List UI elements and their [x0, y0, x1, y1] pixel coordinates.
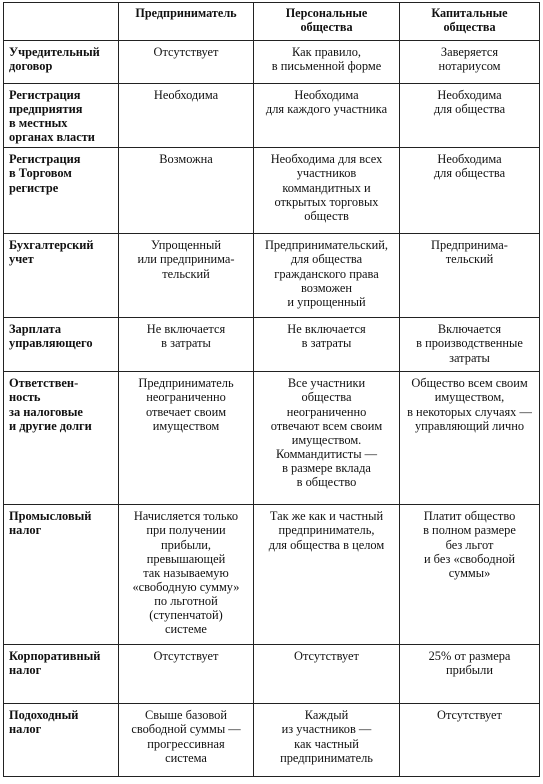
row-label: [4, 645, 119, 704]
text-line: для каждого участника: [265, 102, 388, 117]
text-line: гражданского права: [274, 266, 379, 281]
text-line: система: [165, 750, 207, 765]
cell-entrepreneur: [119, 372, 254, 505]
text-line: Промысловый: [9, 509, 92, 524]
text-line: участников: [296, 166, 357, 181]
text-line: Отсутствует: [294, 649, 359, 664]
row-label: [4, 148, 119, 234]
text-line: Капитальные: [431, 6, 508, 20]
text-line: (ступенчатой): [149, 608, 223, 623]
text-line: Как правило,: [291, 45, 361, 59]
text-line: без льгот: [445, 537, 494, 552]
cell-entrepreneur: [119, 645, 254, 704]
text-line: «свободную сумму»: [132, 579, 240, 594]
text-line: прибыли: [446, 663, 493, 678]
text-line: Отсутствует: [153, 45, 219, 59]
cell-capital-companies: [400, 148, 540, 234]
text-line: Предпринима-: [431, 238, 508, 253]
table-row: [4, 372, 540, 505]
text-line: налог: [9, 523, 42, 538]
cell-personal-companies: [254, 148, 400, 234]
text-line: в Торговом: [9, 166, 72, 181]
cell-personal-companies: [254, 84, 400, 148]
text-line: за налоговые: [9, 404, 83, 419]
text-line: общества: [300, 20, 353, 35]
cell-personal-companies: [254, 505, 400, 645]
text-line: Так же как и частный: [269, 509, 384, 524]
text-line: Ответствен-: [9, 376, 79, 391]
cell-capital-companies: [400, 318, 540, 372]
row-label: [4, 505, 119, 645]
text-line: для общества: [433, 102, 506, 117]
cell-capital-companies: [400, 41, 540, 84]
cell-entrepreneur: [119, 704, 254, 777]
text-line: имуществом: [152, 418, 220, 433]
cell-personal-companies: [254, 372, 400, 505]
text-line: предприниматель,: [278, 523, 375, 538]
text-line: Предпринимательский,: [264, 238, 389, 253]
text-line: и без «свободной: [423, 551, 516, 566]
text-line: в производственные: [416, 336, 523, 351]
text-line: возможен: [301, 280, 352, 295]
text-line: затраты: [449, 350, 490, 365]
text-line: в затраты: [161, 336, 211, 351]
row-label: [4, 84, 119, 148]
text-line: Каждый: [304, 708, 349, 723]
text-line: свободной суммы —: [131, 722, 241, 737]
cell-personal-companies: [254, 41, 400, 84]
text-line: учет: [9, 252, 34, 267]
cell-capital-companies: [400, 505, 540, 645]
header-capital-companies: [400, 3, 540, 41]
text-line: Необходима: [437, 152, 502, 167]
text-line: из участников —: [281, 722, 372, 737]
cell-personal-companies: [254, 645, 400, 704]
text-line: превышающей: [146, 551, 226, 566]
text-line: прибыли,: [161, 537, 211, 552]
text-line: Общество всем своим: [411, 376, 528, 391]
text-line: Зарплата: [9, 322, 62, 337]
text-line: Коммандитисты —: [275, 446, 378, 461]
text-line: для общества в целом: [268, 537, 385, 552]
text-line: Предприниматель: [135, 6, 237, 20]
text-line: Начисляется только: [133, 509, 239, 524]
text-line: или предпринима-: [137, 252, 235, 267]
text-line: имуществом,: [434, 390, 505, 405]
text-line: Включается: [437, 322, 502, 337]
cell-entrepreneur: [119, 234, 254, 318]
text-line: Необходима: [153, 88, 219, 102]
text-line: в некоторых случаях —: [407, 404, 532, 419]
text-line: Не включается: [287, 322, 366, 337]
text-line: тельский: [445, 252, 494, 267]
text-line: для общества: [433, 166, 506, 181]
text-line: в местных: [9, 116, 68, 131]
text-line: в полном размере: [423, 523, 516, 538]
text-line: нотариусом: [438, 59, 501, 74]
cell-capital-companies: [400, 645, 540, 704]
text-line: Необходима для всех: [270, 152, 383, 167]
text-line: системе: [165, 622, 207, 637]
text-line: Не включается: [146, 322, 226, 337]
row-label: [4, 234, 119, 318]
text-line: 25% от размера: [428, 649, 511, 664]
text-line: в затраты: [301, 336, 352, 351]
text-line: имуществом.: [291, 432, 362, 447]
text-line: регистре: [9, 180, 59, 195]
text-line: прогрессивная: [147, 736, 225, 751]
text-line: неограниченно: [146, 390, 226, 405]
text-line: как частный: [294, 736, 359, 751]
cell-entrepreneur: [119, 318, 254, 372]
table-body: [4, 41, 540, 777]
text-line: открытых торговых: [274, 194, 379, 209]
text-line: Платит общество: [423, 509, 516, 524]
text-line: Персональные: [285, 6, 368, 20]
table-row: [4, 84, 540, 148]
text-line: и упрощенный: [287, 294, 366, 309]
row-label: [4, 704, 119, 777]
text-line: в размере вклада: [282, 460, 371, 475]
cell-capital-companies: [400, 84, 540, 148]
text-line: Необходима: [437, 88, 502, 102]
cell-capital-companies: [400, 372, 540, 505]
header-entrepreneur: [119, 3, 254, 41]
text-line: Корпоративный: [9, 649, 101, 664]
cell-capital-companies: [400, 704, 540, 777]
text-line: общества: [301, 390, 352, 405]
text-line: налог: [9, 722, 42, 737]
text-line: для общества: [290, 252, 363, 267]
text-line: в общество: [296, 475, 357, 490]
text-line: Отсутствует: [153, 649, 219, 664]
cell-entrepreneur: [119, 505, 254, 645]
table-row: [4, 318, 540, 372]
text-line: органах власти: [9, 130, 95, 145]
text-line: общества: [443, 20, 496, 35]
text-line: управляющий лично: [414, 418, 525, 433]
text-line: Необходима: [294, 88, 359, 102]
text-line: Заверяется: [440, 45, 499, 59]
text-line: и другие долги: [9, 418, 92, 433]
text-line: по льготной: [154, 593, 218, 608]
text-line: Упрощенный: [151, 238, 221, 253]
text-line: отвечают всем своим: [270, 418, 383, 433]
text-line: в письменной форме: [271, 59, 382, 74]
cell-entrepreneur: [119, 148, 254, 234]
cell-personal-companies: [254, 318, 400, 372]
header-blank: [4, 3, 119, 41]
text-line: Все участники: [287, 376, 366, 391]
text-line: при получении: [146, 523, 226, 538]
cell-capital-companies: [400, 234, 540, 318]
table-row: [4, 505, 540, 645]
text-line: Возможна: [159, 152, 213, 167]
header-row: [4, 3, 540, 41]
text-line: обществ: [304, 208, 349, 223]
table-row: [4, 234, 540, 318]
text-line: Регистрация: [9, 152, 81, 167]
text-line: суммы»: [448, 565, 491, 580]
text-line: Отсутствует: [437, 708, 502, 723]
cell-entrepreneur: [119, 84, 254, 148]
comparison-table: [3, 2, 540, 777]
text-line: Предприниматель: [138, 376, 234, 391]
text-line: договор: [9, 59, 53, 74]
text-line: отвечает своим: [145, 404, 227, 419]
text-line: Подоходный: [9, 708, 79, 723]
comparison-table-wrapper: [3, 2, 540, 777]
cell-personal-companies: [254, 704, 400, 777]
table-row: [4, 41, 540, 84]
row-label: [4, 318, 119, 372]
text-line: тельский: [162, 266, 210, 281]
table-row: [4, 645, 540, 704]
text-line: Регистрация: [9, 88, 81, 102]
header-personal-companies: [254, 3, 400, 41]
row-label: [4, 372, 119, 505]
table-row: [4, 704, 540, 777]
text-line: управляющего: [9, 336, 93, 351]
text-line: предприятия: [9, 102, 83, 117]
cell-entrepreneur: [119, 41, 254, 84]
text-line: Учредительный: [9, 45, 100, 59]
cell-personal-companies: [254, 234, 400, 318]
text-line: Свыше базовой: [145, 708, 227, 723]
text-line: так называемую: [143, 565, 229, 580]
text-line: налог: [9, 663, 42, 678]
text-line: ность: [9, 390, 41, 405]
text-line: коммандитных и: [282, 180, 371, 195]
text-line: неограниченно: [286, 404, 367, 419]
row-label: [4, 41, 119, 84]
text-line: Бухгалтерский: [9, 238, 94, 253]
table-row: [4, 148, 540, 234]
text-line: предприниматель: [280, 750, 373, 765]
